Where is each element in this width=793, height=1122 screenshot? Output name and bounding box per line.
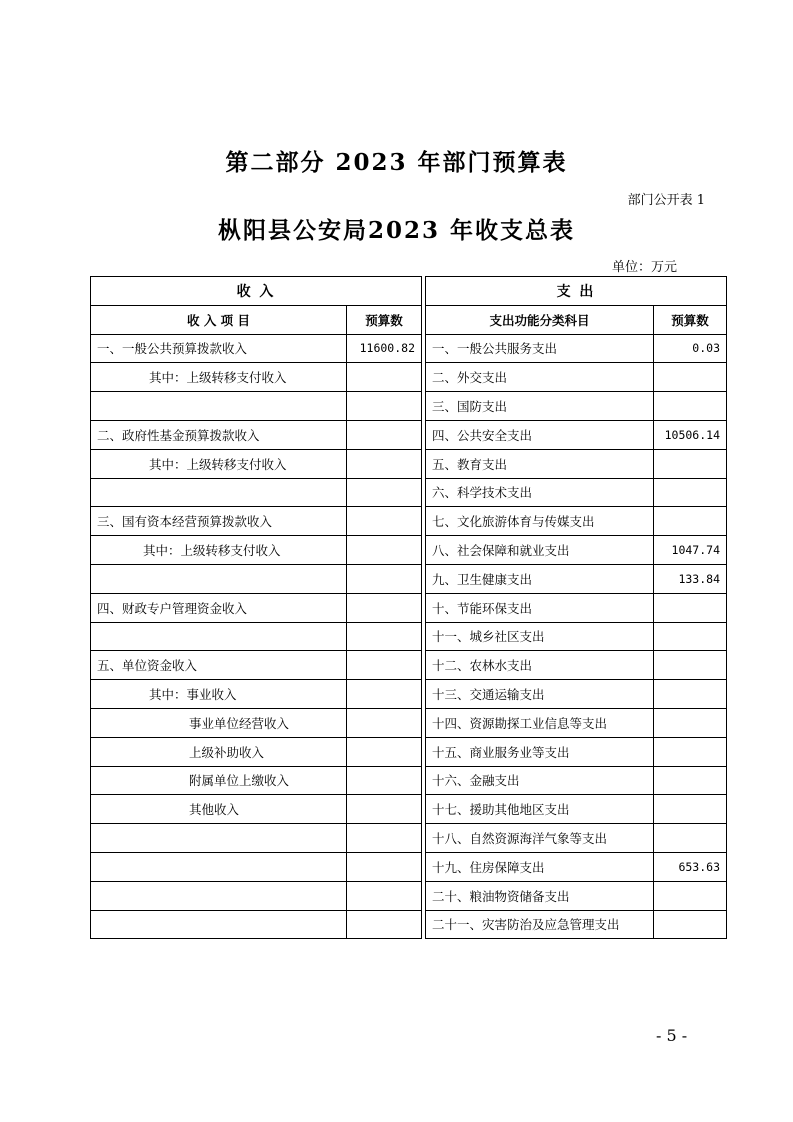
income-amount bbox=[347, 449, 422, 478]
expense-group-header: 支 出 bbox=[426, 277, 727, 306]
expense-amount bbox=[654, 737, 727, 766]
income-amount bbox=[347, 363, 422, 392]
table-column-header-row bbox=[91, 305, 727, 334]
income-item-column-header: 收 入 项 目 bbox=[91, 305, 347, 334]
expense-amount bbox=[654, 478, 727, 507]
table-row bbox=[91, 680, 727, 709]
expense-amount bbox=[654, 680, 727, 709]
income-amount bbox=[347, 536, 422, 565]
expense-item: 十三、交通运输支出 bbox=[426, 680, 654, 709]
income-item: 其他收入 bbox=[91, 795, 347, 824]
income-amount bbox=[347, 737, 422, 766]
table-row bbox=[91, 449, 727, 478]
income-item bbox=[91, 824, 347, 853]
expense-item: 十九、住房保障支出 bbox=[426, 852, 654, 881]
expense-amount bbox=[654, 449, 727, 478]
table-row bbox=[91, 420, 727, 449]
table-row bbox=[91, 593, 727, 622]
table-row bbox=[91, 392, 727, 421]
table-row bbox=[91, 766, 727, 795]
income-item bbox=[91, 564, 347, 593]
income-amount bbox=[347, 392, 422, 421]
expense-amount: 0.03 bbox=[654, 334, 727, 363]
income-amount bbox=[347, 852, 422, 881]
expense-item: 二、外交支出 bbox=[426, 363, 654, 392]
table-row bbox=[91, 910, 727, 939]
income-item: 三、国有资本经营预算拨款收入 bbox=[91, 507, 347, 536]
income-item: 其中：事业收入 bbox=[91, 680, 347, 709]
unit-label: 单位：万元 bbox=[611, 260, 677, 275]
expense-item: 十八、自然资源海洋气象等支出 bbox=[426, 824, 654, 853]
income-item bbox=[91, 910, 347, 939]
expense-amount bbox=[654, 392, 727, 421]
income-item: 五、单位资金收入 bbox=[91, 651, 347, 680]
expense-item: 十七、援助其他地区支出 bbox=[426, 795, 654, 824]
expense-amount: 10506.14 bbox=[654, 420, 727, 449]
expense-amount-column-header: 预算数 bbox=[654, 305, 727, 334]
income-amount: 11600.82 bbox=[347, 334, 422, 363]
income-item: 一、一般公共预算拨款收入 bbox=[91, 334, 347, 363]
expense-amount bbox=[654, 910, 727, 939]
table-group-header-row bbox=[91, 277, 727, 306]
table-row bbox=[91, 478, 727, 507]
income-amount bbox=[347, 766, 422, 795]
expense-item: 三、国防支出 bbox=[426, 392, 654, 421]
income-amount bbox=[347, 478, 422, 507]
income-item bbox=[91, 881, 347, 910]
table-number: 部门公开表 1 bbox=[627, 193, 705, 208]
table-row bbox=[91, 622, 727, 651]
expense-item: 二十一、灾害防治及应急管理支出 bbox=[426, 910, 654, 939]
table-row bbox=[91, 708, 727, 737]
expense-amount bbox=[654, 363, 727, 392]
expense-item: 四、公共安全支出 bbox=[426, 420, 654, 449]
expense-amount bbox=[654, 507, 727, 536]
table-row bbox=[91, 737, 727, 766]
table-row bbox=[91, 795, 727, 824]
income-item: 二、政府性基金预算拨款收入 bbox=[91, 420, 347, 449]
income-amount bbox=[347, 824, 422, 853]
income-item: 其中：上级转移支付收入 bbox=[91, 536, 347, 565]
expense-amount bbox=[654, 824, 727, 853]
expense-amount bbox=[654, 766, 727, 795]
expense-item: 七、文化旅游体育与传媒支出 bbox=[426, 507, 654, 536]
expense-amount: 1047.74 bbox=[654, 536, 727, 565]
budget-summary-table bbox=[90, 276, 727, 939]
income-amount bbox=[347, 680, 422, 709]
expense-amount bbox=[654, 622, 727, 651]
expense-item: 十、节能环保支出 bbox=[426, 593, 654, 622]
expense-amount: 133.84 bbox=[654, 564, 727, 593]
income-amount bbox=[347, 651, 422, 680]
income-amount bbox=[347, 507, 422, 536]
income-amount-column-header: 预算数 bbox=[347, 305, 422, 334]
expense-amount bbox=[654, 593, 727, 622]
expense-item: 五、教育支出 bbox=[426, 449, 654, 478]
table-row bbox=[91, 536, 727, 565]
income-item: 四、财政专户管理资金收入 bbox=[91, 593, 347, 622]
expense-item: 十五、商业服务业等支出 bbox=[426, 737, 654, 766]
income-item bbox=[91, 622, 347, 651]
income-item: 其中：上级转移支付收入 bbox=[91, 363, 347, 392]
expense-amount bbox=[654, 708, 727, 737]
income-amount bbox=[347, 795, 422, 824]
income-item: 附属单位上缴收入 bbox=[91, 766, 347, 795]
income-item bbox=[91, 478, 347, 507]
expense-item-column-header: 支出功能分类科目 bbox=[426, 305, 654, 334]
income-amount bbox=[347, 622, 422, 651]
expense-item: 八、社会保障和就业支出 bbox=[426, 536, 654, 565]
expense-amount bbox=[654, 795, 727, 824]
expense-item: 一、一般公共服务支出 bbox=[426, 334, 654, 363]
table-row bbox=[91, 363, 727, 392]
part-title: 第二部分 2023 年部门预算表 bbox=[225, 149, 568, 176]
income-amount bbox=[347, 564, 422, 593]
expense-amount: 653.63 bbox=[654, 852, 727, 881]
income-amount bbox=[347, 593, 422, 622]
expense-item: 九、卫生健康支出 bbox=[426, 564, 654, 593]
table-row bbox=[91, 651, 727, 680]
income-group-header: 收 入 bbox=[91, 277, 422, 306]
table-row bbox=[91, 507, 727, 536]
income-item bbox=[91, 392, 347, 421]
income-item: 上级补助收入 bbox=[91, 737, 347, 766]
income-amount bbox=[347, 910, 422, 939]
income-item: 其中：上级转移支付收入 bbox=[91, 449, 347, 478]
expense-item: 十六、金融支出 bbox=[426, 766, 654, 795]
income-amount bbox=[347, 708, 422, 737]
expense-item: 十二、农林水支出 bbox=[426, 651, 654, 680]
table-row bbox=[91, 852, 727, 881]
income-amount bbox=[347, 420, 422, 449]
expense-amount bbox=[654, 881, 727, 910]
income-item bbox=[91, 852, 347, 881]
income-item: 事业单位经营收入 bbox=[91, 708, 347, 737]
table-row bbox=[91, 881, 727, 910]
page-number: - 5 - bbox=[656, 1026, 688, 1045]
table-title: 枞阳县公安局2023 年收支总表 bbox=[217, 217, 576, 244]
table-row bbox=[91, 824, 727, 853]
expense-item: 十一、城乡社区支出 bbox=[426, 622, 654, 651]
expense-item: 十四、资源勘探工业信息等支出 bbox=[426, 708, 654, 737]
expense-item: 二十、粮油物资储备支出 bbox=[426, 881, 654, 910]
expense-item: 六、科学技术支出 bbox=[426, 478, 654, 507]
income-amount bbox=[347, 881, 422, 910]
table-row bbox=[91, 564, 727, 593]
expense-amount bbox=[654, 651, 727, 680]
table-row bbox=[91, 334, 727, 363]
